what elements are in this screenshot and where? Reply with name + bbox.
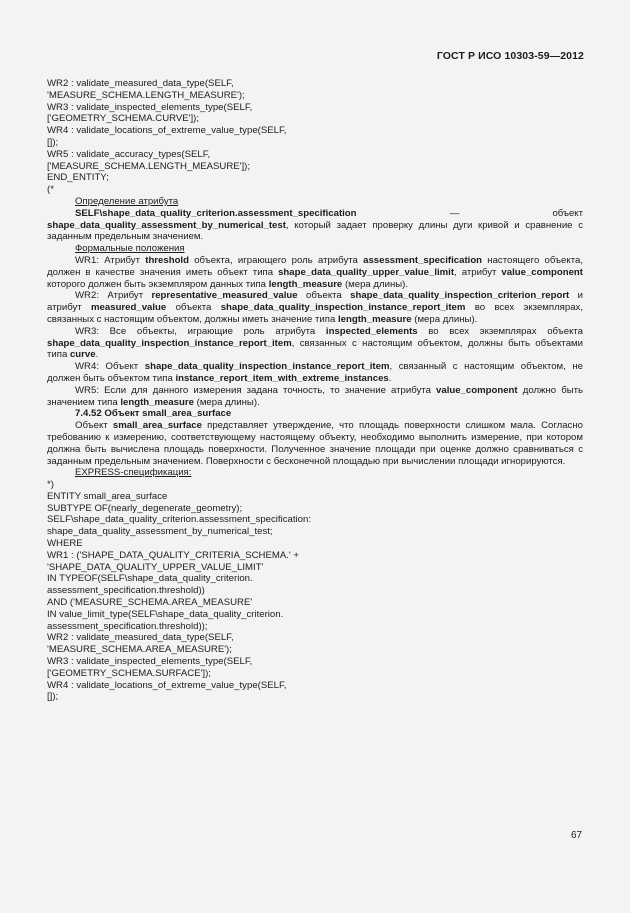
code-line: WR2 : validate_measured_data_type(SELF,	[47, 78, 234, 89]
code-line: ENTITY small_area_surface	[47, 490, 168, 502]
text-run: объекта	[166, 302, 221, 314]
term: length_measure	[120, 396, 194, 408]
attribute-definition-text	[47, 208, 583, 243]
code-line: shape_data_quality_assessment_by_numerical_test;	[47, 526, 273, 538]
code-line: IN TYPEOF(SELF\shape_data_quality_criterion.	[47, 573, 253, 585]
text-run: WR3: Все объекты, играющие роль атрибута	[75, 325, 326, 337]
term: measured_value	[91, 302, 167, 314]
term: threshold	[145, 254, 189, 266]
code-line: []);	[47, 136, 59, 148]
term: shape_data_quality_inspection_instance_report_item	[220, 302, 466, 314]
code-line: (*	[47, 184, 54, 196]
text-run: объекта, играющего роль атрибута	[188, 254, 364, 266]
text-run: WR2: Атрибут	[75, 290, 152, 302]
text-run: (мера длины).	[342, 278, 409, 290]
code-line: END_ENTITY;	[47, 172, 109, 184]
text-run: , связанных с настоящим объектом, должны быть объектами типа	[47, 337, 583, 361]
term: shape_data_quality_upper_value_limit	[278, 266, 455, 278]
term: instance_report_item_with_extreme_instances	[175, 372, 389, 384]
entity-name: small_area_surface	[112, 420, 202, 432]
text-run: , атрибут	[454, 266, 502, 278]
term: representative_measured_value	[151, 290, 298, 302]
text-run: во всех экземплярах объекта	[417, 325, 583, 337]
code-line: assessment_specification.threshold))	[47, 585, 205, 597]
code-line: SUBTYPE OF(nearly_degenerate_geometry);	[47, 502, 243, 514]
attribute-name: SELF\shape_data_quality_criterion.assessment_specification	[75, 207, 357, 219]
code-line: WHERE	[47, 538, 83, 550]
page-number: 67	[571, 830, 583, 841]
section-title-word: Объект	[104, 408, 140, 420]
code-block-bottom	[47, 479, 583, 703]
code-line: []);	[47, 691, 59, 703]
section-description	[47, 420, 583, 467]
text-run: которого должен быть экземпляром данных типа	[47, 278, 269, 290]
code-line: ['GEOMETRY_SCHEMA.CURVE']);	[47, 113, 200, 125]
term: value_component	[436, 384, 518, 396]
text-run: и атрибут	[47, 290, 583, 314]
rule-wr5	[47, 385, 583, 409]
term: shape_data_quality_inspection_criterion_report	[350, 290, 570, 302]
code-line: SELF\shape_data_quality_criterion.assessment_specification:	[47, 514, 311, 526]
code-line: *)	[47, 479, 54, 491]
object-name: shape_data_quality_assessment_by_numerical_test	[47, 219, 286, 231]
text-run: WR1: Атрибут	[75, 254, 146, 266]
text-run: Объект	[75, 420, 113, 432]
term: assessment_specification	[363, 254, 483, 266]
term: shape_data_quality_inspection_instance_report_item	[47, 337, 292, 349]
code-line: 'MEASURE_SCHEMA.LENGTH_MEASURE');	[47, 89, 245, 101]
text-run: объекта	[297, 290, 351, 302]
text-run: (мера длины).	[193, 396, 260, 408]
attribute-definition-heading: Определение атрибута	[75, 195, 179, 207]
code-line: 'MEASURE_SCHEMA.AREA_MEASURE');	[47, 644, 232, 656]
text-run: (мера длины).	[411, 313, 478, 325]
section-entity-name: small_area_surface	[142, 408, 232, 420]
text-run: представляет утверждение, что площадь поверхности слишком мала. Согласно требованию к измерению, соответствующему настоящему объекту, необходимо выполнить измерение, при котором должна быть вычислена площадь поверхности. Полученное значение площади при оценке должно сравниваться с заданным предельным значением. Поверхности с бесконечной площадью при вычислении площади игнорируются.	[47, 420, 583, 467]
text-run: WR5: Если для данного измерения задана точность, то значение атрибута	[75, 384, 437, 396]
code-line: ['GEOMETRY_SCHEMA.SURFACE']);	[47, 667, 211, 679]
term: length_measure	[337, 313, 412, 325]
code-line: WR3 : validate_inspected_elements_type(SELF,	[47, 656, 253, 668]
code-line: WR5 : validate_accuracy_types(SELF,	[47, 148, 211, 160]
term: value_component	[501, 266, 583, 278]
term: length_measure	[268, 278, 343, 290]
code-line: AND ('MEASURE_SCHEMA.AREA_MEASURE'	[47, 597, 253, 609]
text-run: , который задает проверку длины дуги кривой и сравнение с заданным предельным значением.	[47, 219, 583, 243]
code-line: ['MEASURE_SCHEMA.LENGTH_MEASURE']);	[47, 160, 251, 172]
standard-header: ГОСТ Р ИСО 10303-59—2012	[436, 50, 584, 62]
term: curve	[69, 349, 96, 361]
code-line: assessment_specification.threshold));	[47, 620, 208, 632]
text-run: .	[95, 349, 99, 361]
text-run: .	[388, 372, 392, 384]
rule-wr4	[47, 361, 583, 385]
rule-wr3	[47, 326, 583, 361]
text-run: WR4: Объект	[75, 361, 145, 373]
term: inspected_elements	[325, 325, 418, 337]
section-number: 7.4.52	[75, 408, 102, 420]
code-line: WR3 : validate_inspected_elements_type(SELF,	[47, 101, 253, 113]
code-line: WR4 : validate_locations_of_extreme_value_type(SELF,	[47, 679, 287, 691]
code-block-top	[47, 78, 583, 196]
code-line: WR4 : validate_locations_of_extreme_value_type(SELF,	[47, 125, 287, 137]
rule-wr2	[47, 290, 583, 325]
text-run: , связанный с настоящим объектом, не должен быть объектом типа	[47, 361, 583, 384]
code-line: IN value_limit_type(SELF\shape_data_quality_criterion.	[47, 608, 284, 620]
rule-wr1	[47, 255, 583, 290]
express-spec-heading: EXPRESS-спецификация:	[75, 467, 192, 479]
text-run: настоящего объекта, должен в качестве значения иметь объект типа	[47, 254, 583, 278]
text-run: должно быть значением типа	[47, 384, 583, 408]
text-run: во всех экземплярах, связанных с настоящим объектом, должны иметь значение типа	[47, 302, 584, 325]
code-line: WR2 : validate_measured_data_type(SELF,	[47, 632, 234, 644]
formal-propositions-heading: Формальные положения	[75, 243, 185, 255]
section-heading	[47, 408, 583, 420]
code-line: WR1 : ('SHAPE_DATA_QUALITY_CRITERIA_SCHEMA.' +	[47, 549, 300, 561]
code-line: 'SHAPE_DATA_QUALITY_UPPER_VALUE_LIMIT'	[47, 561, 264, 573]
term: shape_data_quality_inspection_instance_report_item	[144, 361, 390, 373]
page-content	[47, 78, 583, 703]
text-run: — объект	[356, 207, 583, 219]
